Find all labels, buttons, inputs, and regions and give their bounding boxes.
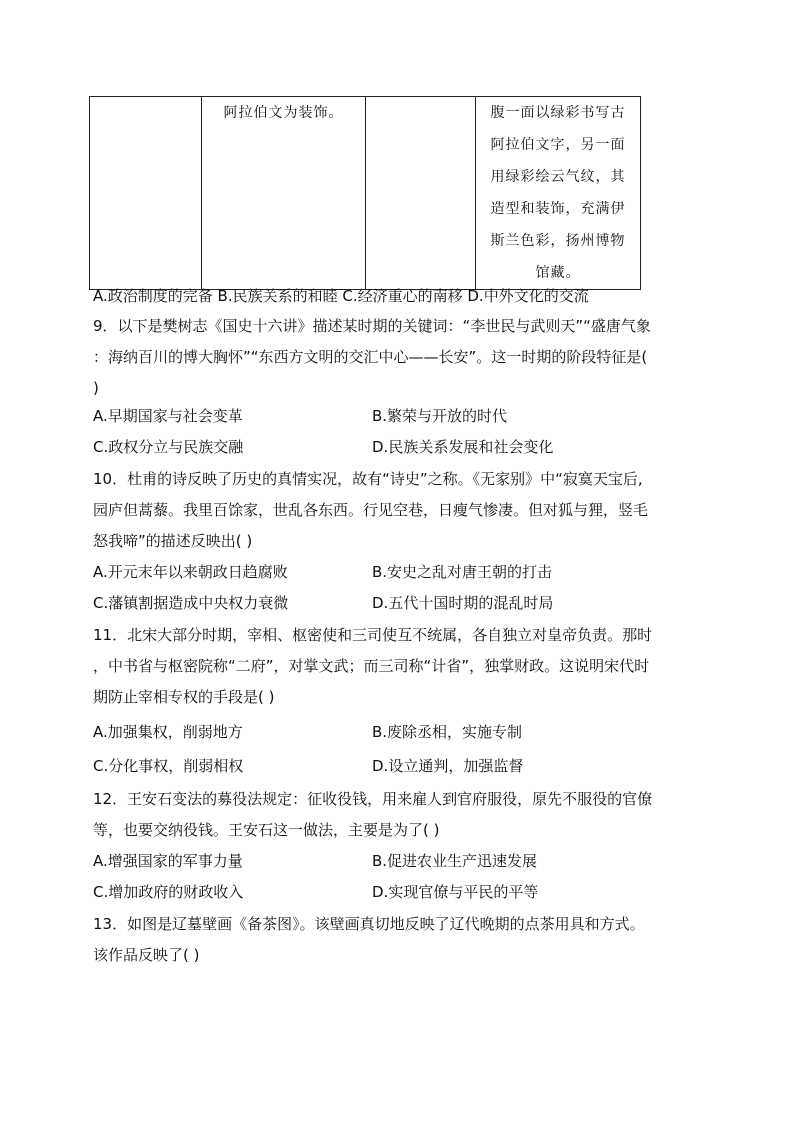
cell-text: 阿拉伯文为装饰。 — [223, 105, 344, 121]
q12-stem-line: 12．王安石变法的募役法规定：征收役钱，用来雇人到官府服役，原先不服役的官僚 — [93, 790, 653, 808]
cell-line: 造型和装饰，充满伊 — [490, 201, 626, 217]
q9-stem-line: ) — [93, 379, 99, 397]
cell-line: 阿拉伯文字，另一面 — [490, 137, 626, 153]
q11-option-b[interactable]: B.废除丞相，实施专制 — [372, 723, 523, 741]
q10-stem-line: 园庐但蒿藜。我里百馀家，世乱各东西。行见空巷，日瘦气惨凄。但对狐与狸，竖毛 — [93, 501, 649, 519]
q9-stem-line: 9．以下是樊树志《国史十六讲》描述某时期的关键词：“李世民与武则天”“盛唐气象 — [93, 317, 651, 335]
q11-stem-line: 期防止宰相专权的手段是( ) — [93, 688, 275, 706]
table-cell-2 — [202, 97, 366, 290]
q9-option-c[interactable]: C.政权分立与民族交融 — [93, 438, 244, 456]
q12-option-b[interactable]: B.促进农业生产迅速发展 — [372, 852, 538, 870]
q10-option-a[interactable]: A.开元末年以来朝政日趋腐败 — [93, 563, 288, 581]
q10-stem-line: 怒我啼”的描述反映出( ) — [93, 532, 253, 550]
q9-option-b[interactable]: B.繁荣与开放的时代 — [372, 407, 508, 425]
q12-option-c[interactable]: C.增加政府的财政收入 — [93, 883, 244, 901]
q11-option-d[interactable]: D.设立通判，加强监督 — [372, 757, 524, 775]
q13-stem-line: 13．如图是辽墓壁画《备茶图》。该壁画真切地反映了辽代晚期的点茶用具和方式。 — [93, 915, 645, 933]
cell-line: 用绿彩绘云气纹，其 — [490, 169, 626, 185]
q9-option-d[interactable]: D.民族关系发展和社会变化 — [372, 438, 554, 456]
q11-option-a[interactable]: A.加强集权，削弱地方 — [93, 723, 243, 741]
q10-option-b[interactable]: B.安史之乱对唐王朝的打击 — [372, 563, 553, 581]
artifact-table-fragment — [89, 96, 641, 290]
q12-option-d[interactable]: D.实现官僚与平民的平等 — [372, 883, 539, 901]
table-cell-3 — [366, 97, 476, 290]
q9-option-a[interactable]: A.早期国家与社会变革 — [93, 407, 243, 425]
cell-line: 腹一面以绿彩书写古 — [490, 105, 626, 121]
q10-option-c[interactable]: C.藩镇割据造成中央权力衰微 — [93, 594, 289, 612]
q13-stem-line: 该作品反映了( ) — [93, 946, 200, 964]
table-cell-4 — [476, 97, 641, 290]
cell-line: 馆藏。 — [535, 265, 581, 281]
q8-options: A.政治制度的完备 B.民族关系的和睦 C.经济重心的南移 D.中外文化的交流 — [93, 287, 589, 305]
q12-option-a[interactable]: A.增强国家的军事力量 — [93, 852, 243, 870]
q11-stem-line: ，中书省与枢密院称“二府”，对掌文武；而三司称“计省”，独掌财政。这说明宋代时 — [93, 657, 650, 675]
q10-option-d[interactable]: D.五代十国时期的混乱时局 — [372, 594, 554, 612]
cell-line: 斯兰色彩，扬州博物 — [490, 233, 626, 249]
table-cell-1 — [90, 97, 202, 290]
q10-stem-line: 10．杜甫的诗反映了历史的真情实况，故有“诗史”之称。《无家别》中“寂寞天宝后, — [93, 470, 643, 488]
q11-option-c[interactable]: C.分化事权，削弱相权 — [93, 757, 244, 775]
q12-stem-line: 等，也要交纳役钱。王安石这一做法，主要是为了( ) — [93, 821, 440, 839]
q9-stem-line: ：海纳百川的博大胸怀”“东西方文明的交汇中心——长安”。这一时期的阶段特征是( — [93, 348, 648, 366]
q11-stem-line: 11．北宋大部分时期，宰相、枢密使和三司使互不统属，各自独立对皇帝负责。那时 — [93, 626, 653, 644]
